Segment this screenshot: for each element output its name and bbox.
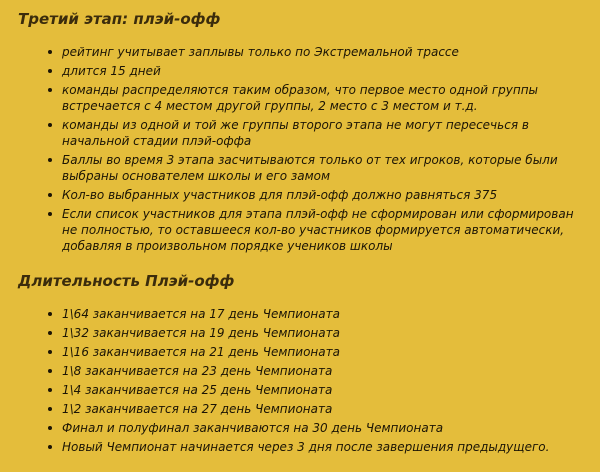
playoff-rules-list: [44, 44, 592, 257]
list-item: 1\8 заканчивается на 23 день Чемпионата: [44, 363, 592, 379]
list-item: Если список участников для этапа плэй-офф не сформирован или сформирован не полностью, то оставшееся кол-во участников формируется автоматически, добавляя в произвольном порядке учеников школы: [44, 206, 592, 254]
playoff-duration-list: [44, 306, 592, 458]
section-title-playoff-duration: Длительность Плэй-офф: [18, 272, 235, 290]
list-item: Финал и полуфинал заканчиваются на 30 день Чемпионата: [44, 420, 592, 436]
list-item: команды из одной и той же группы второго этапа не могут пересечься в начальной стадии плэй-оффа: [44, 117, 592, 149]
list-item: длится 15 дней: [44, 63, 592, 79]
list-item: Новый Чемпионат начинается через 3 дня после завершения предыдущего.: [44, 439, 592, 455]
list-item: 1\4 заканчивается на 25 день Чемпионата: [44, 382, 592, 398]
list-item: Кол-во выбранных участников для плэй-офф должно равняться 375: [44, 187, 592, 203]
list-item: 1\16 заканчивается на 21 день Чемпионата: [44, 344, 592, 360]
list-item: Баллы во время 3 этапа засчитываются только от тех игроков, которые были выбраны основателем школы и его замом: [44, 152, 592, 184]
list-item: 1\32 заканчивается на 19 день Чемпионата: [44, 325, 592, 341]
list-item: рейтинг учитывает заплывы только по Экстремальной трассе: [44, 44, 592, 60]
list-item: 1\64 заканчивается на 17 день Чемпионата: [44, 306, 592, 322]
section-title-playoff-stage: Третий этап: плэй-офф: [18, 10, 221, 28]
list-item: 1\2 заканчивается на 27 день Чемпионата: [44, 401, 592, 417]
list-item: команды распределяются таким образом, что первое место одной группы встречается с 4 местом другой группы, 2 место с 3 местом и т.д.: [44, 82, 592, 114]
